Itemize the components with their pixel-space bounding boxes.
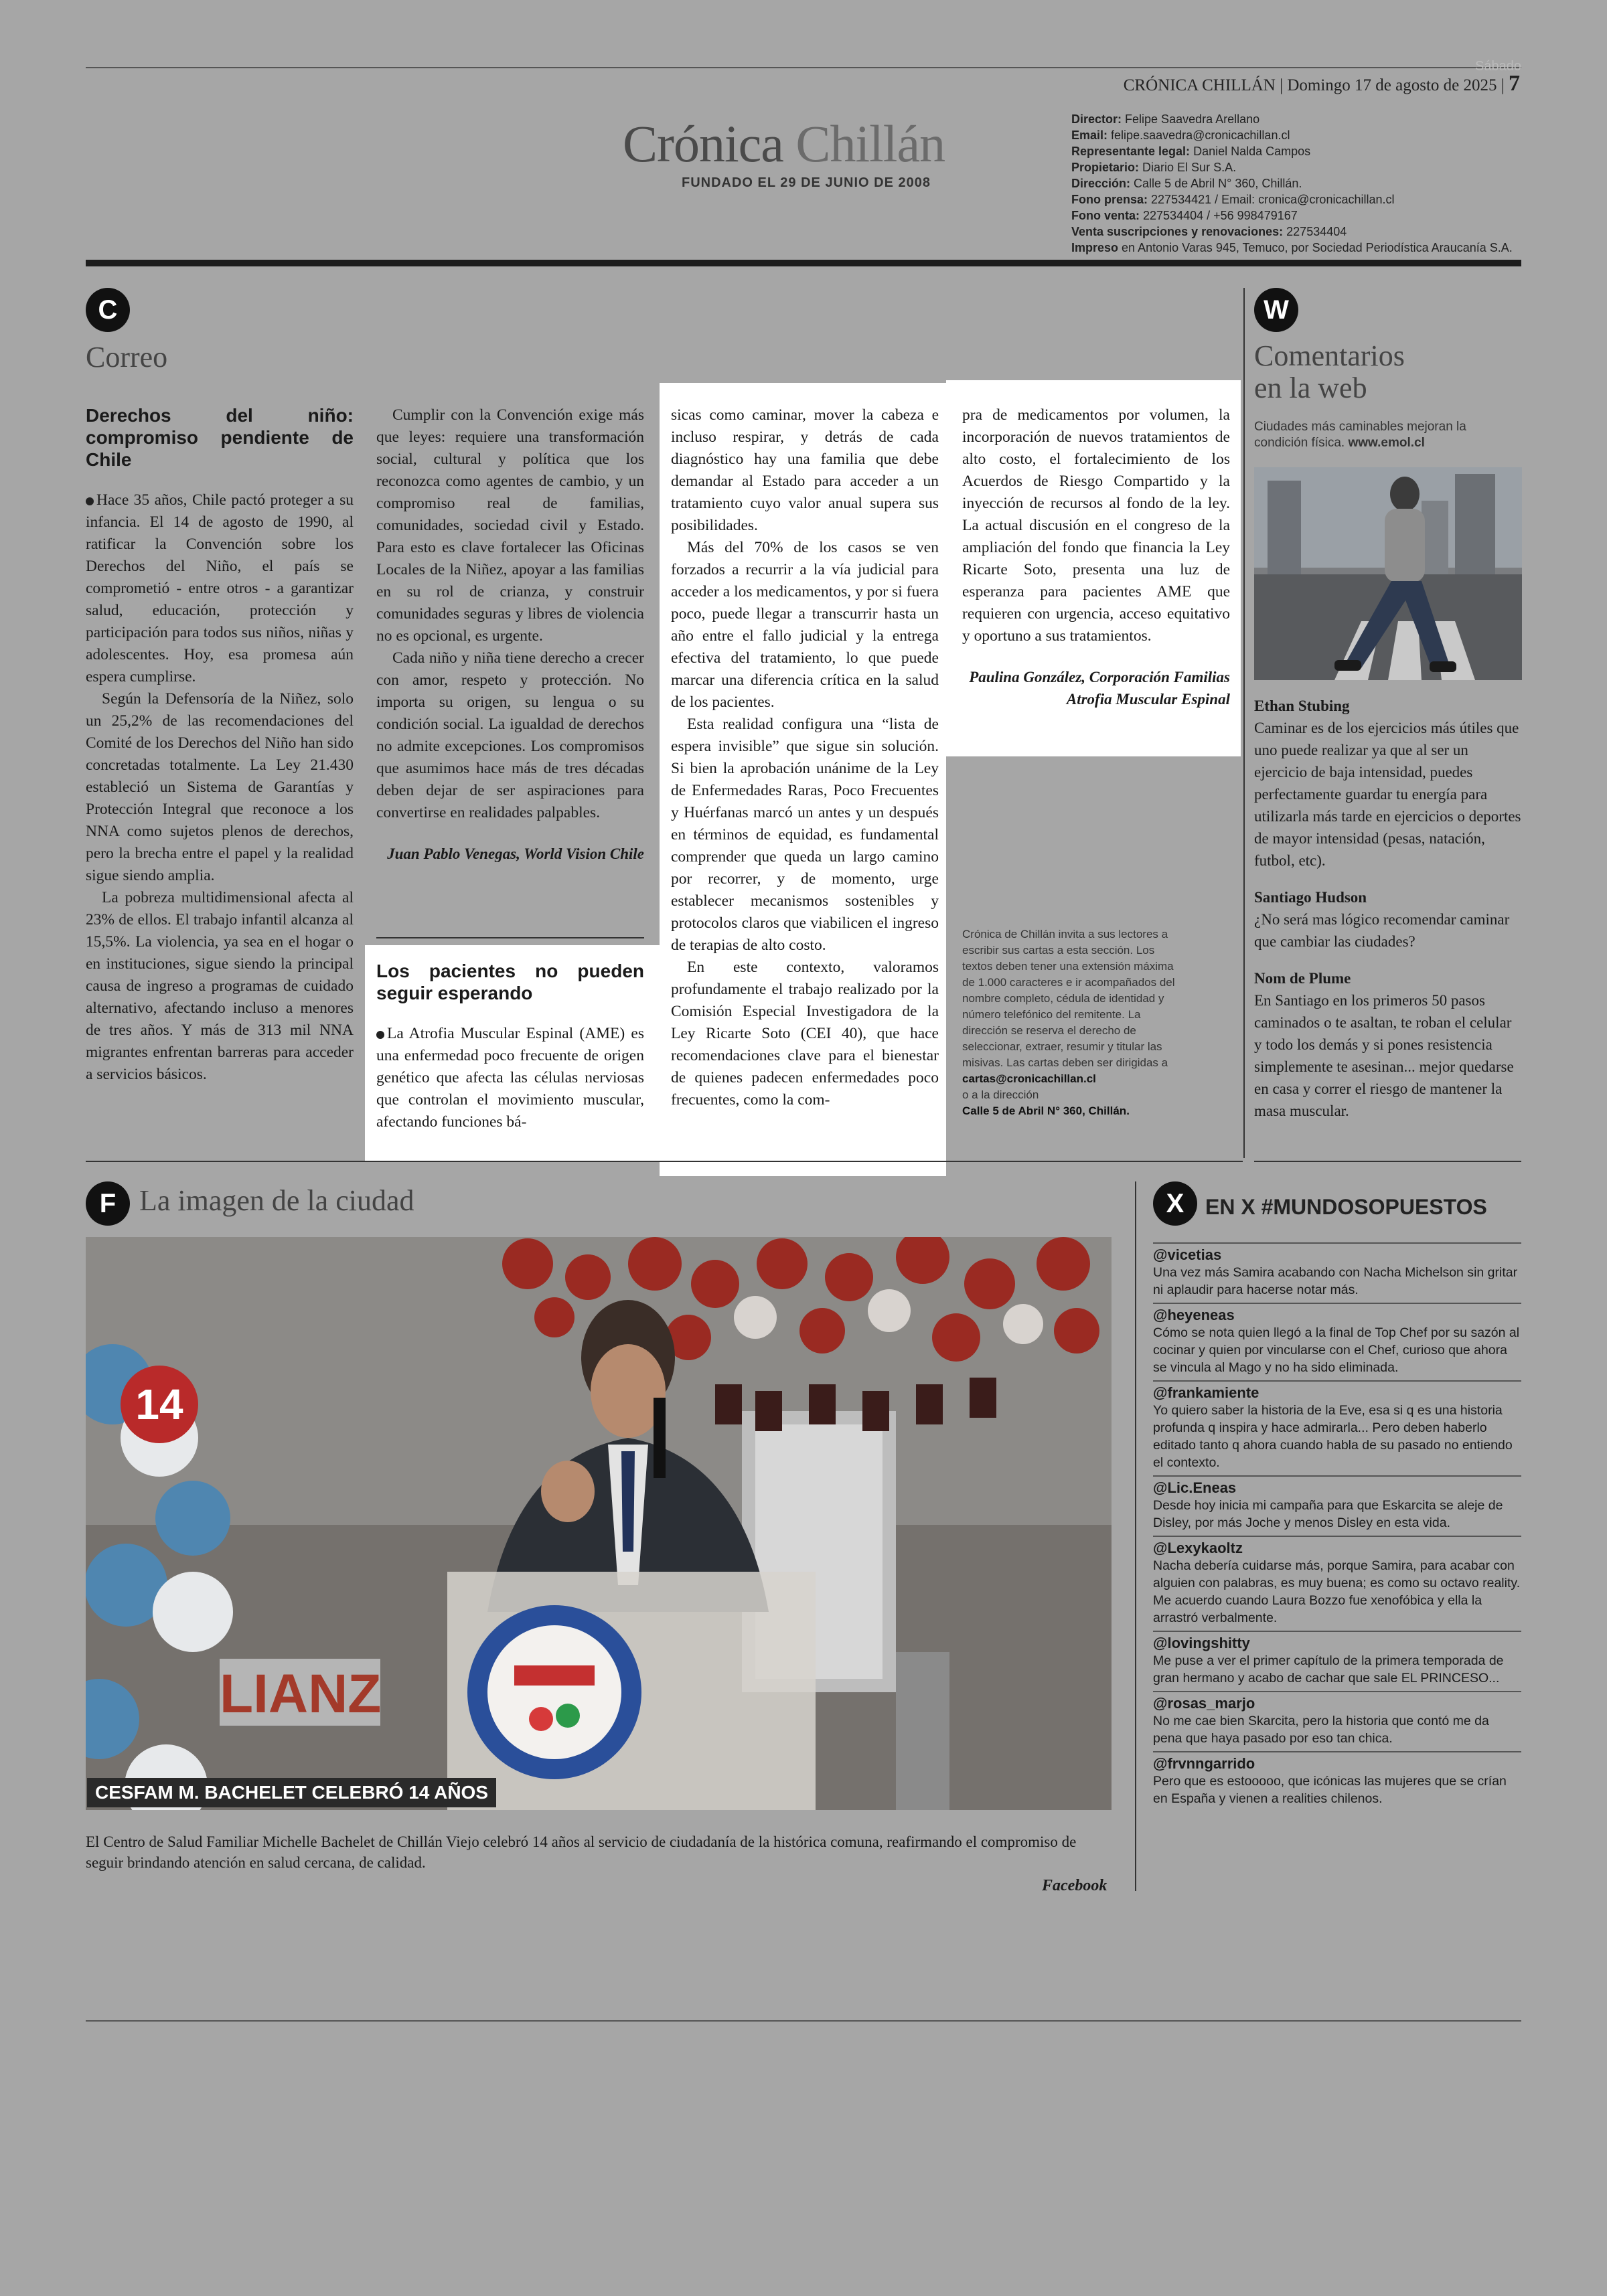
letter1-headline: Derechos del niño: compromiso pendiente de Chile	[86, 405, 354, 470]
comment-author: Ethan Stubing	[1254, 698, 1350, 714]
x-post-user[interactable]: @heyeneas	[1153, 1307, 1235, 1323]
comment-text: En Santiago en los primeros 50 pasos caminados o te asaltan, te roban el celular y todo los demás y si pones resistencia simplemente te asesinan... mejor quedarse en casa y correr el riesgo de mantener la masa muscular.	[1254, 992, 1514, 1119]
notice-email[interactable]: cartas@cronicachillan.cl	[962, 1072, 1096, 1085]
notice-address: Calle 5 de Abril N° 360, Chillán.	[962, 1104, 1130, 1117]
staff-label: Fono prensa:	[1071, 193, 1148, 206]
staff-row	[1071, 127, 1513, 143]
x-posts-list	[1153, 1242, 1521, 1811]
page-number: 7	[1509, 71, 1520, 96]
x-post	[1153, 1380, 1521, 1475]
x-post-user[interactable]: @vicetias	[1153, 1246, 1222, 1263]
photo-credit: Facebook	[1042, 1877, 1107, 1894]
x-badge: X	[1153, 1181, 1197, 1226]
letter2-column3	[671, 404, 939, 1111]
letter2-column2	[376, 960, 644, 1133]
photo-caption-title: CESFAM M. BACHELET CELEBRÓ 14 AÑOS	[87, 1778, 496, 1807]
x-post-text: Yo quiero saber la historia de la Eve, esa si q es una historia profunda q inspira y hace admirarla... Pero deben haberlo editado tanto q ahora cuando habla de su pasado no entiendo el contexto.	[1153, 1403, 1513, 1470]
letter1-paragraph: Cumplir con la Convención exige más que leyes: requiere una transformación social, cultural y política que los reconozca como agentes de cambio, y un compromiso real de familias, comunidades, sociedad civil y Estado. Para esto es clave fortalecer las Oficinas Locales de la Niñez, apoyar a las familias en su rol de crianza, y construir comunidades seguras y libres de violencia no es opcional, es urgente.	[376, 406, 644, 645]
letters-notice	[962, 926, 1183, 1119]
staff-value: felipe.saavedra@cronicachillan.cl	[1111, 129, 1290, 142]
street-walking-photo	[1254, 467, 1522, 680]
letter2-paragraph: En este contexto, valoramos profundamente el trabajo realizado por la Comisión Especial Investigadora de la Ley Ricarte Soto (CEI 40), que hace recomendaciones clave para el bienestar de quienes padecen enfermedades poco frecuentes, como la com-	[671, 959, 939, 1109]
letter2-paragraph: sicas como caminar, mover la cabeza e incluso respirar, y detrás de cada diagnóstico hay una familia que debe demandar al Estado para acceder a un tratamiento cuyo valor anual supera sus posibilidades.	[671, 406, 939, 534]
comentarios-teaser	[1254, 419, 1522, 451]
staff-label: Venta suscripciones y renovaciones:	[1071, 225, 1284, 238]
teaser-site[interactable]: www.emol.cl	[1348, 436, 1425, 450]
x-post	[1153, 1303, 1521, 1380]
paper-date-line	[1124, 71, 1520, 96]
page-bottom-rule	[86, 2020, 1521, 2022]
photo-caption: El Centro de Salud Familiar Michelle Bachelet de Chillán Viejo celebró 14 años al servicio de ciudadanía de la histórica comuna, reafirmando el compromiso de seguir brindando atención en salud cercana, de calidad.	[86, 1833, 1077, 1871]
masthead	[623, 114, 945, 174]
comments-list	[1254, 695, 1522, 1137]
staff-row	[1071, 208, 1513, 224]
staff-value: Felipe Saavedra Arellano	[1125, 112, 1260, 126]
letter1-signature: Juan Pablo Venegas, World Vision Chile	[387, 845, 644, 862]
letter1-column1	[86, 404, 354, 1086]
header-thick-rule	[86, 260, 1521, 266]
x-post-user[interactable]: @lovingshitty	[1153, 1635, 1250, 1651]
column-divider	[1243, 288, 1245, 1158]
letter2-paragraph: Más del 70% de los casos se ven forzados a recurrir a la vía judicial para acceder a los medicamentos, y por si fuera poco, puede llegar a transcurrir hasta un año entre el fallo judicial y la entrega efectiva del tratamiento, lo que puede marcar una diferencia crítica en la salud de los pacientes.	[671, 539, 939, 711]
masthead-chillan: Chillán	[795, 114, 945, 173]
correo-badge: C	[86, 288, 130, 332]
x-post-user[interactable]: @Lic.Eneas	[1153, 1479, 1237, 1496]
letter2-paragraph: Esta realidad configura una “lista de espera invisible” que sigue sin solución. Si bien la aprobación unánime de la Ley de Enfermedades Raras, Poco Frecuentes y Huérfanas marcó un antes y un después en términos de equidad, es fundamental comprender que queda un largo camino por recorrer, y de momento, urge establecer mecanismos sostenibles y protocolos claros que viabilicen el ingreso de terapias de alto costo.	[671, 716, 939, 954]
staff-row	[1071, 191, 1513, 208]
x-post-user[interactable]: @frvnngarrido	[1153, 1755, 1255, 1772]
x-post-text: Pero que es estooooo, que icónicas las mujeres que se crían en España y vienen a realities chilenos.	[1153, 1774, 1507, 1806]
letter1-paragraph: Según la Defensoría de la Niñez, solo un 25,2% de las recomendaciones del Comité de los Derechos del Niño han sido concretadas totalmente. La Ley 21.430 estableció un Sistema de Garantías y Protección Integral que reconoce a los NNA como sujetos plenos de derechos, pero la brecha entre el papel y la realidad sigue siendo amplia.	[86, 690, 354, 884]
staff-value: Calle 5 de Abril N° 360, Chillán.	[1134, 177, 1302, 190]
letter1-paragraph: Hace 35 años, Chile pactó proteger a su infancia. El 14 de agosto de 1990, al ratificar la Convención sobre los Derechos del Niño, el país se comprometió - entre otros - a garantizar salud, educación, protección y participación para todos sus niños, niñas y adolescentes. Hoy, esa promesa aún espera cumplirse.	[86, 489, 354, 688]
x-post-text: Cómo se nota quien llegó a la final de Top Chef por su sazón al cocinar y quien por vincularse con el Chef, curioso que ahora se vincula al Mago y no ha sido eliminada.	[1153, 1325, 1520, 1375]
masthead-cronica: Crónica	[623, 114, 783, 173]
x-post	[1153, 1631, 1521, 1691]
letter2-headline: Los pacientes no pueden seguir esperando	[376, 961, 644, 1003]
teaser-text: Ciudades más caminables mejoran la condición física.	[1254, 420, 1466, 450]
staff-row	[1071, 111, 1513, 127]
staff-label: Email:	[1071, 129, 1108, 142]
comentarios-badge: W	[1254, 288, 1298, 332]
x-post	[1153, 1751, 1521, 1811]
staff-row	[1071, 240, 1513, 256]
correo-title: Correo	[86, 341, 168, 374]
cesfam-event-photo	[86, 1237, 1112, 1810]
comment-author: Santiago Hudson	[1254, 889, 1367, 906]
letter1-column2	[376, 404, 644, 865]
comentarios-title-line: en la web	[1254, 372, 1367, 404]
staff-value: en Antonio Varas 945, Temuco, por Sociedad Periodística Araucanía S.A.	[1122, 241, 1513, 254]
letter2-paragraph: La Atrofia Muscular Espinal (AME) es una enfermedad poco frecuente de origen genético que afecta las células nerviosas que controlan el movimiento muscular, afectando funciones bá-	[376, 1023, 644, 1133]
letter2-paragraph: pra de medicamentos por volumen, la incorporación de nuevos tratamientos de alto costo, el fortalecimiento de los Acuerdos de Riesgo Compartido y la inyección de recursos al fondo de la ley. La actual discusión en el congreso de la ampliación del fondo que financia la Ley Ricarte Soto, presenta una luz de esperanza para pacientes AME que requieren con urgencia, acceso equitativo y oportuno a sus tratamientos.	[962, 406, 1230, 645]
staff-label: Propietario:	[1071, 161, 1140, 174]
comment-item	[1254, 695, 1522, 872]
x-post	[1153, 1242, 1521, 1303]
staff-label: Representante legal:	[1071, 145, 1191, 158]
staff-label: Dirección:	[1071, 177, 1131, 190]
x-post-text: Nacha debería cuidarse más, porque Samira, para acabar con alguien con palabras, es muy buena; es como su octavo reality. Me acuerdo cuando Laura Bozzo fue xenofóbica y ella la arrastró verbalmente.	[1153, 1558, 1521, 1625]
header-rule	[86, 67, 1521, 68]
staff-row	[1071, 224, 1513, 240]
notice-text: Crónica de Chillán invita a sus lectores a escribir sus cartas a esta sección. Los textos deben tener una extensión máxima de 1.000 caracteres e ir acompañados del nombre completo, cédula de identidad y número telefónico del remitente. La dirección se reserva el derecho de seleccionar, extraer, resumir y titular las misivas. Las cartas deben ser dirigidas a	[962, 928, 1175, 1069]
letter-divider	[376, 937, 644, 938]
staff-label: Fono venta:	[1071, 209, 1140, 222]
event-scene	[86, 1237, 1112, 1810]
section-rule	[86, 1161, 1243, 1162]
balloon-number: 14	[135, 1380, 183, 1428]
letter2-signature: Paulina González, Corporación Familias Atrofia Muscular Espinal	[969, 669, 1230, 708]
letter1-paragraph: Cada niño y niña tiene derecho a crecer con amor, respeto y protección. No importa su origen, su lengua o su condición social. La igualdad de derechos no admite excepciones. Los compromisos que asumimos hace más de tres décadas deben dejar de ser aspiraciones para convertirse en realidades palpables.	[376, 649, 644, 821]
imagen-title: La imagen de la ciudad	[139, 1184, 414, 1217]
staff-box	[1071, 111, 1513, 256]
letter1-paragraph: La pobreza multidimensional afecta al 23% de ellos. El trabajo infantil alcanza al 15,5%. La violencia, ya sea en el hogar o en instituciones, sigue siendo la principal causa de ingreso a programas de cuidado alternativo, afectando incluso a menores de tres años. Y más de 313 mil NNA migrantes enfrentan barreras para acceder a servicios básicos.	[86, 889, 354, 1083]
column-divider	[1135, 1181, 1136, 1891]
comment-author: Nom de Plume	[1254, 970, 1351, 987]
x-post-user[interactable]: @frankamiente	[1153, 1384, 1259, 1401]
staff-value: 227534421 / Email: cronica@cronicachillan.cl	[1151, 193, 1395, 206]
x-post-user[interactable]: @rosas_marjo	[1153, 1695, 1255, 1712]
staff-row	[1071, 175, 1513, 191]
x-post-text: Desde hoy inicia mi campaña para que Eskarcita se aleje de Disley, por más Joche y menos Disley en esta vida.	[1153, 1498, 1503, 1530]
x-post-user[interactable]: @Lexykaoltz	[1153, 1540, 1243, 1556]
staff-value: 227534404	[1286, 225, 1347, 238]
section-rule	[1254, 1161, 1521, 1162]
paper-date: CRÓNICA CHILLÁN | Domingo 17 de agosto de 2025 |	[1123, 76, 1505, 94]
letter2-column4	[962, 404, 1230, 710]
ghost-text: Sábado	[1475, 59, 1521, 74]
x-post-text: No me cae bien Skarcita, pero la historia que contó me da pena que haya pasado por eso tan chica.	[1153, 1714, 1489, 1746]
staff-row	[1071, 143, 1513, 159]
staff-value: 227534404 / +56 998479167	[1143, 209, 1298, 222]
x-title: EN X #MUNDOSOPUESTOS	[1205, 1195, 1487, 1219]
staff-label: Impreso	[1071, 241, 1119, 254]
comment-text: Caminar es de los ejercicios más útiles que uno puede realizar ya que al ser un ejercicio de baja intensidad, puedes perfectamente guardar tu energía para utilizarla más tarde en ejercicios o deportes de mayor intensidad (pesas, natación, futbol, etc).	[1254, 720, 1521, 869]
banner-text: LIANZ	[220, 1663, 382, 1724]
comentarios-title-line: Comentarios	[1254, 339, 1405, 372]
comment-item	[1254, 967, 1522, 1122]
staff-label: Director:	[1071, 112, 1122, 126]
staff-value: Daniel Nalda Campos	[1193, 145, 1311, 158]
x-post	[1153, 1691, 1521, 1751]
x-post-text: Me puse a ver el primer capítulo de la primera temporada de gran hermano y acabo de cachar que sale EL PRINCESO...	[1153, 1653, 1504, 1686]
notice-or: o a la dirección	[962, 1088, 1039, 1101]
staff-row	[1071, 159, 1513, 175]
founded-line: FUNDADO EL 29 DE JUNIO DE 2008	[682, 175, 931, 190]
staff-value: Diario El Sur S.A.	[1142, 161, 1237, 174]
comment-item	[1254, 886, 1522, 953]
x-post	[1153, 1536, 1521, 1631]
comment-text: ¿No será mas lógico recomendar caminar que cambiar las ciudades?	[1254, 911, 1510, 950]
x-post-text: Una vez más Samira acabando con Nacha Michelson sin gritar ni aplaudir para hacerse notar más.	[1153, 1265, 1518, 1297]
imagen-badge: F	[86, 1181, 130, 1226]
comentarios-title	[1254, 340, 1405, 404]
x-post	[1153, 1475, 1521, 1536]
